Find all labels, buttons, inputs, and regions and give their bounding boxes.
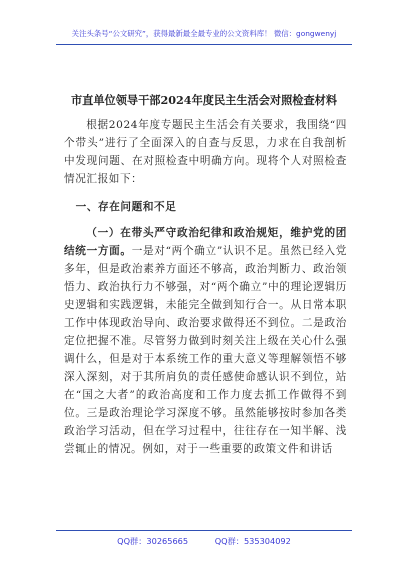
footer-divider	[56, 530, 352, 531]
header-banner: 关注头条号“公文研究”，获得最新最全最专业的公文资料库！ 微信：gongwenyj	[71, 29, 337, 38]
subsection-body: 一是对“两个确立”认识不足。虽然已经入党多年，但是政治素养方面还不够高，政治判断力、政治领悟力、政治执行力不够强，对“两个确立”中的理论逻辑历史逻辑和实践逻辑，未能完全做到知行合一。从日常本职工作中体现政治导向、政治要求做得还不到位。二是政治定位把握不准。尽管努力做到时刻关注上级在关心什么强调什么，但是对于本系统工作的重大意义等理解领悟不够深入深刻，对于其所肩负的责任感使命感认识不到位，站在“国之大者”的政治高度和工作力度去抓工作做得不到位。三是政治理论学习深度不够。虽然能够按时参加各类政治学习活动，但在学习过程中，往往存在一知半解、浅尝辄止的情况。例如，对于一些重要的政策文件和讲话	[64, 245, 347, 455]
qq-group-2: QQ群：535304092	[214, 536, 291, 546]
footer	[0, 536, 408, 547]
document-body	[64, 116, 347, 458]
header-divider	[56, 44, 352, 45]
qq-group-1: QQ群：30265665	[117, 536, 189, 546]
subsection-lead: （一）在带头严守政治纪律和政治规矩，维护党的团结统一方面。	[64, 227, 347, 257]
document-title: 市直单位领导干部2024年度民主生活会对照检查材料	[70, 93, 338, 107]
intro-paragraph: 根据2024年度专题民主生活会有关要求，我围绕“四个带头”进行了全面深入的自查与反思，力求在自我剖析中发现问题、在对照检查中明确方向。现将个人对照检查情况汇报如下：	[64, 119, 347, 185]
subsection-paragraph	[64, 224, 347, 458]
section-heading: 一、存在问题和不足	[75, 201, 177, 213]
